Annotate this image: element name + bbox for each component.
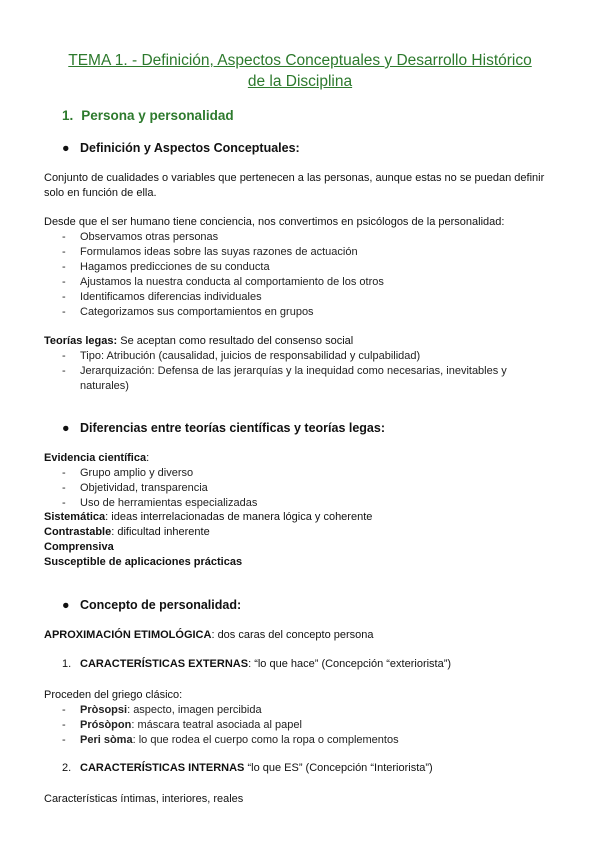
list-item: - Ajustamos la nuestra conducta al comportamiento de los otros <box>62 276 384 288</box>
paragraph-aproximacion: APROXIMACIÓN ETIMOLÓGICA: dos caras del concepto persona <box>44 629 374 641</box>
dash-icon: - <box>62 482 66 494</box>
dash-icon: - <box>62 467 66 479</box>
dash-icon: - <box>62 231 66 243</box>
paragraph-comprensiva: Comprensiva <box>44 541 114 553</box>
paragraph-proceden: Proceden del griego clásico: <box>44 689 183 701</box>
list-item: - Prósòpon: máscara teatral asociada al papel <box>62 719 302 731</box>
contrastable-label: Contrastable <box>44 526 112 538</box>
section-heading-persona <box>62 108 234 123</box>
sistematica-label: Sistemática <box>44 511 106 523</box>
dash-icon: - <box>62 276 66 288</box>
list-item: - Observamos otras personas <box>62 231 219 243</box>
paragraph-contrastable: Contrastable: dificultad inherente <box>44 526 210 538</box>
dash-icon: - <box>62 350 66 362</box>
dash-icon: - <box>62 246 66 258</box>
list-item: - Peri sòma: lo que rodea el cuerpo como la ropa o complementos <box>62 734 399 746</box>
list-item: - Objetividad, transparencia <box>62 482 208 494</box>
list-item: - Grupo amplio y diverso <box>62 467 194 479</box>
paragraph-evidencia: Evidencia científica: <box>44 452 150 464</box>
paragraph-sistematica: Sistemática: ideas interrelacionadas de manera lógica y coherente <box>44 511 373 523</box>
section-number: 1. <box>62 108 74 123</box>
list-item: - Categorizamos sus comportamientos en grupos <box>62 306 314 318</box>
section-label: Persona y personalidad <box>81 108 234 123</box>
paragraph-susceptible: Susceptible de aplicaciones prácticas <box>44 556 243 568</box>
dash-icon: - <box>62 719 66 731</box>
list-item: - Uso de herramientas especializadas <box>62 497 258 509</box>
dash-icon: - <box>62 734 66 746</box>
externas-label: CARACTERÍSTICAS EXTERNAS <box>80 658 249 670</box>
bullet-heading-label: Diferencias entre teorías científicas y teorías legas: <box>80 421 385 435</box>
dash-icon: - <box>62 704 66 716</box>
dash-icon: - <box>62 306 66 318</box>
list-item: - Jerarquización: Defensa de las jerarquías y la inequidad como necesarias, inevitables y naturales) <box>62 365 507 392</box>
numbered-heading-internas: 2. CARACTERÍSTICAS INTERNAS “lo que ES” (Concepción “Interiorista”) <box>62 762 433 774</box>
evidencia-label: Evidencia científica <box>44 452 147 464</box>
list-item: - Identificamos diferencias individuales <box>62 291 262 303</box>
paragraph-teorias-legas: Teorías legas: Se aceptan como resultado del consenso social <box>44 335 354 347</box>
bullet-heading-label: Definición y Aspectos Conceptuales: <box>80 141 300 155</box>
dash-icon: - <box>62 291 66 303</box>
document-title: TEMA 1. - Definición, Aspectos Conceptuales y Desarrollo Histórico de la Disciplina <box>68 52 532 90</box>
list-item: - Hagamos predicciones de su conducta <box>62 261 270 273</box>
list-item: - Tipo: Atribución (causalidad, juicios de responsabilidad y culpabilidad) <box>62 350 421 362</box>
list-number: 2. <box>62 762 72 774</box>
bullet-icon: ● <box>62 141 70 155</box>
list-item: - Pròsopsi: aspecto, imagen percibida <box>62 704 262 716</box>
bullet-icon: ● <box>62 421 70 435</box>
paragraph-intimas: Características íntimas, interiores, reales <box>44 793 244 805</box>
list-number: 1. <box>62 658 72 670</box>
bullet-heading-concepto <box>62 598 241 612</box>
paragraph-desde: Desde que el ser humano tiene conciencia, nos convertimos en psicólogos de la personalidad: <box>44 216 505 228</box>
bullet-heading-diferencias <box>62 421 385 435</box>
bullet-icon: ● <box>62 598 70 612</box>
dash-icon: - <box>62 497 66 509</box>
internas-label: CARACTERÍSTICAS INTERNAS <box>80 762 245 774</box>
list-item: - Formulamos ideas sobre las suyas razones de actuación <box>62 246 358 258</box>
dash-icon: - <box>62 365 66 377</box>
teorias-legas-label: Teorías legas: <box>44 335 118 347</box>
paragraph-conjunto: Conjunto de cualidades o variables que pertenecen a las personas, aunque estas no se puedan definir solo en función de ella. <box>44 172 545 199</box>
dash-icon: - <box>62 261 66 273</box>
bullet-heading-definicion <box>62 141 300 155</box>
bullet-heading-label: Concepto de personalidad: <box>80 598 242 612</box>
numbered-heading-externas: 1. CARACTERÍSTICAS EXTERNAS: “lo que hace” (Concepción “exteriorista”) <box>62 658 452 670</box>
aproximacion-label: APROXIMACIÓN ETIMOLÓGICA <box>44 629 212 641</box>
